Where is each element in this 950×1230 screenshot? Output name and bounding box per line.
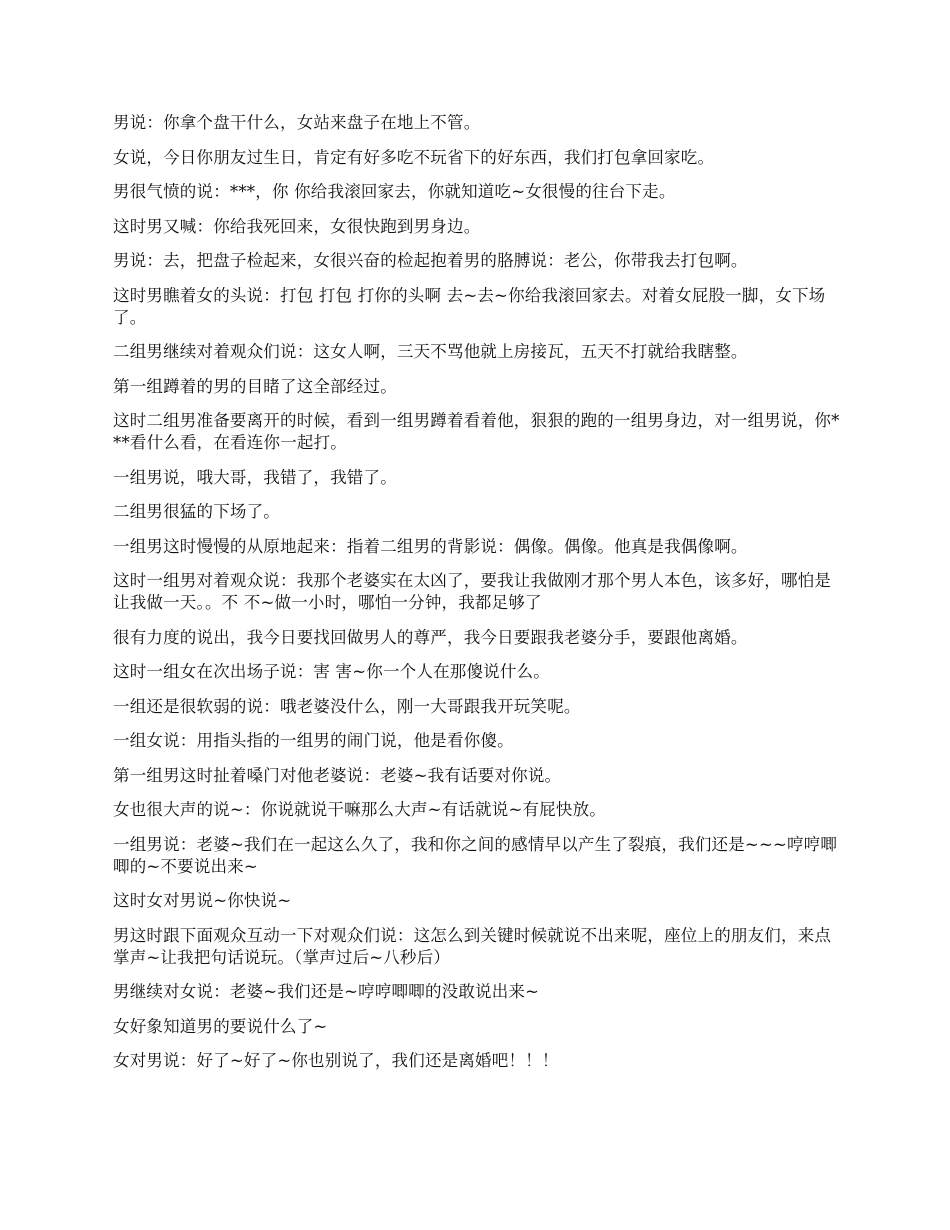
document-body — [113, 112, 843, 1085]
paragraph: 一组男说：老婆~我们在一起这么久了，我和你之间的感情早以产生了裂痕，我们还是~~~哼哼唧唧的~不要说出来~ — [113, 834, 838, 876]
paragraph: 女说，今日你朋友过生日，肯定有好多吃不玩省下的好东西，我们打包拿回家吃。 — [113, 147, 715, 167]
paragraph: 男这时跟下面观众互动一下对观众们说：这怎么到关键时候就说不出来呢，座位上的朋友们，来点掌声~让我把句话说玩。（掌声过后~八秒后） — [113, 925, 832, 967]
paragraph: 女对男说：好了~好了~你也别说了，我们还是离婚吧！！！ — [113, 1051, 559, 1070]
paragraph: 这时二组男准备要离开的时候，看到一组男蹲着看着他，狠狠的跑的一组男身边，对一组男说，你***看什么看，在看连你一起打。 — [113, 411, 840, 452]
paragraph: 女好象知道男的要说什么了~ — [113, 1016, 328, 1036]
paragraph: 男继续对女说：老婆~我们还是~哼哼唧唧的没敢说出来~ — [113, 982, 540, 1001]
paragraph: 二组男继续对着观众们说：这女人啊，三天不骂他就上房接瓦，五天不打就给我瞎整。 — [113, 342, 748, 361]
paragraph: 这时男又喊：你给我死回来，女很快跑到男身边。 — [113, 216, 481, 236]
paragraph: 一组女说：用指头指的一组男的闹门说，他是看你傻。 — [113, 731, 514, 750]
paragraph: 这时一组女在次出场子说：害 害~你一个人在那傻说什么。 — [113, 662, 550, 681]
paragraph: 这时一组男对着观众说：我那个老婆实在太凶了，要我让我做刚才那个男人本色，该多好，哪怕是让我做一天。。不 不~做一小时，哪怕一分钟，我都足够了 — [113, 571, 832, 612]
paragraph: 男说：去，把盘子检起来，女很兴奋的检起抱着男的胳膊说：老公，你带我去打包啊。 — [113, 251, 748, 270]
paragraph: 第一组男这时扯着嗓门对他老婆说：老婆~我有话要对你说。 — [113, 765, 562, 785]
paragraph: 男说：你拿个盘干什么，女站来盘子在地上不管。 — [113, 113, 481, 132]
paragraph: 一组还是很软弱的说：哦老婆没什么，刚一大哥跟我开玩笑呢。 — [113, 696, 581, 716]
paragraph: 很有力度的说出，我今日要找回做男人的尊严，我今日要跟我老婆分手，要跟他离婚。 — [113, 627, 748, 647]
paragraph: 一组男这时慢慢的从原地起来：指着二组男的背影说：偶像。偶像。他真是我偶像啊。 — [113, 536, 748, 556]
paragraph: 男很气愤的说：***，你 你给我滚回家去，你就知道吃~女很慢的往台下走。 — [113, 182, 676, 201]
paragraph: 这时男瞧着女的头说：打包 打包 打你的头啊 去~去~你给我滚回家去。对着女屁股一脚，女下场了。 — [113, 285, 826, 327]
paragraph: 女也很大声的说~：你说就说干嘛那么大声~有话就说~有屁快放。 — [113, 800, 606, 819]
paragraph: 这时女对男说~你快说~ — [113, 891, 292, 910]
paragraph: 第一组蹲着的男的目睹了这全部经过。 — [113, 376, 397, 396]
paragraph: 二组男很猛的下场了。 — [113, 502, 280, 521]
paragraph: 一组男说，哦大哥，我错了，我错了。 — [113, 467, 397, 487]
